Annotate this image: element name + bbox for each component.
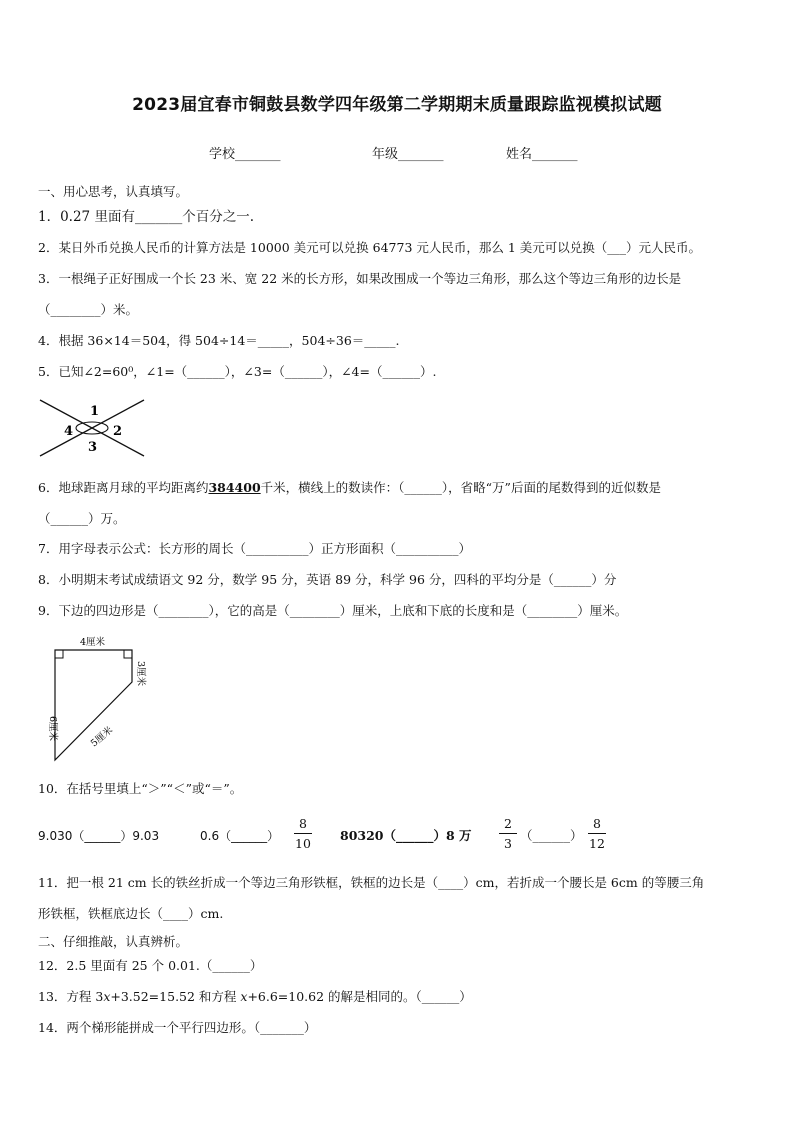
section-2-heading: 二、仔细推敲，认真辨析。 — [38, 934, 189, 949]
question-6-line-2: （______）万。 — [38, 511, 126, 526]
grade-field: 年级_______ — [372, 147, 444, 162]
q10-fraction-b — [294, 816, 312, 851]
question-11-line-1: 11．把一根 21 cm 长的铁丝折成一个等边三角形铁框，铁框的边长是（____）cm，若折成一个腰长是 6cm 的等腰三角 — [38, 875, 705, 890]
q6-suffix: 千米，横线上的数读作：（______），省略“万”后面的尾数得到的近似数是 — [260, 480, 661, 495]
question-12: 12．2.5 里面有 25 个 0.01.（______） — [38, 958, 263, 973]
question-3-line-1: 3．一根绳子正好围成一个长 23 米、宽 22 米的长方形，如果改围成一个等边三角形，那么这个等边三角形的边长是 — [38, 271, 682, 286]
name-field: 姓名_______ — [506, 147, 578, 162]
question-13: 13．方程 3𝑥+3.52=15.52 和方程 𝑥+6.6=10.62 的解是相同的。（______） — [38, 989, 472, 1004]
right-angle-mark-left — [55, 650, 63, 658]
fraction-numerator: 8 — [299, 816, 307, 831]
fraction-numerator: 2 — [504, 816, 512, 831]
question-6-line-1 — [38, 480, 661, 496]
school-field: 学校_______ — [209, 147, 281, 162]
angle-label-2: 2 — [113, 424, 123, 439]
question-14: 14．两个梯形能拼成一个平行四边形。（_______） — [38, 1020, 317, 1035]
fraction-denominator: 12 — [589, 836, 605, 851]
question-10: 10．在括号里填上“＞”“＜”或“＝”。 — [38, 781, 243, 796]
q10-item-d-blank: （______） — [520, 828, 583, 843]
question-5: 5．已知∠2=60⁰，∠1=（______），∠3=（______），∠4=（______）. — [38, 364, 437, 379]
angle-label-3: 3 — [88, 440, 98, 455]
q6-underlined-number: 384400 — [208, 480, 261, 495]
angle-label-1: 1 — [90, 404, 100, 419]
label-left-side: 6厘米 — [47, 716, 58, 742]
q10-item-c: 80320（______）8 万 — [340, 828, 472, 843]
label-slant-side: 5厘米 — [88, 724, 116, 750]
section-1-heading: 一、用心思考，认真填写。 — [38, 184, 189, 199]
angle-label-4: 4 — [64, 424, 74, 439]
question-7: 7．用字母表示公式：长方形的周长（__________）正方形面积（__________） — [38, 541, 471, 556]
right-angle-mark-right — [124, 650, 132, 658]
fraction-numerator: 8 — [593, 816, 601, 831]
fraction-denominator: 10 — [295, 836, 311, 851]
q10-item-a: 9.030（______）9.03 — [38, 829, 160, 843]
angle-diagram — [38, 396, 148, 462]
label-top-side: 4厘米 — [80, 637, 106, 648]
question-3-line-2: （________）米。 — [38, 302, 139, 317]
question-2: 2．某日外币兑换人民币的计算方法是 10000 美元可以兑换 64773 元人民币，那么 1 美元可以兑换（___）元人民币。 — [38, 240, 702, 255]
question-11-line-2: 形铁框，铁框底边长（____）cm. — [38, 906, 224, 921]
question-9: 9．下边的四边形是（________），它的高是（________）厘米，上底和下底的长度和是（________）厘米。 — [38, 603, 628, 618]
fraction-bar — [294, 833, 312, 834]
page-title: 2023届宜春市铜鼓县数学四年级第二学期期末质量跟踪监视模拟试题 — [132, 95, 662, 115]
q10-item-b: 0.6（______） — [200, 829, 280, 843]
question-8: 8．小明期末考试成绩语文 92 分，数学 95 分，英语 89 分，科学 96 分，四科的平均分是（______）分 — [38, 572, 617, 587]
q6-prefix: 6．地球距离月球的平均距离约 — [38, 480, 209, 495]
fraction-bar — [499, 833, 517, 834]
trapezoid-diagram — [36, 634, 156, 764]
label-right-side: 3厘米 — [135, 661, 146, 687]
question-4: 4．根据 36×14＝504，得 504÷14＝_____，504÷36＝_____. — [38, 333, 400, 348]
question-1: 1．0.27 里面有_______个百分之一. — [38, 209, 254, 225]
fraction-bar — [588, 833, 606, 834]
q10-fraction-d1 — [499, 816, 517, 851]
q10-fraction-d2 — [588, 816, 606, 851]
fraction-denominator: 3 — [504, 836, 512, 851]
